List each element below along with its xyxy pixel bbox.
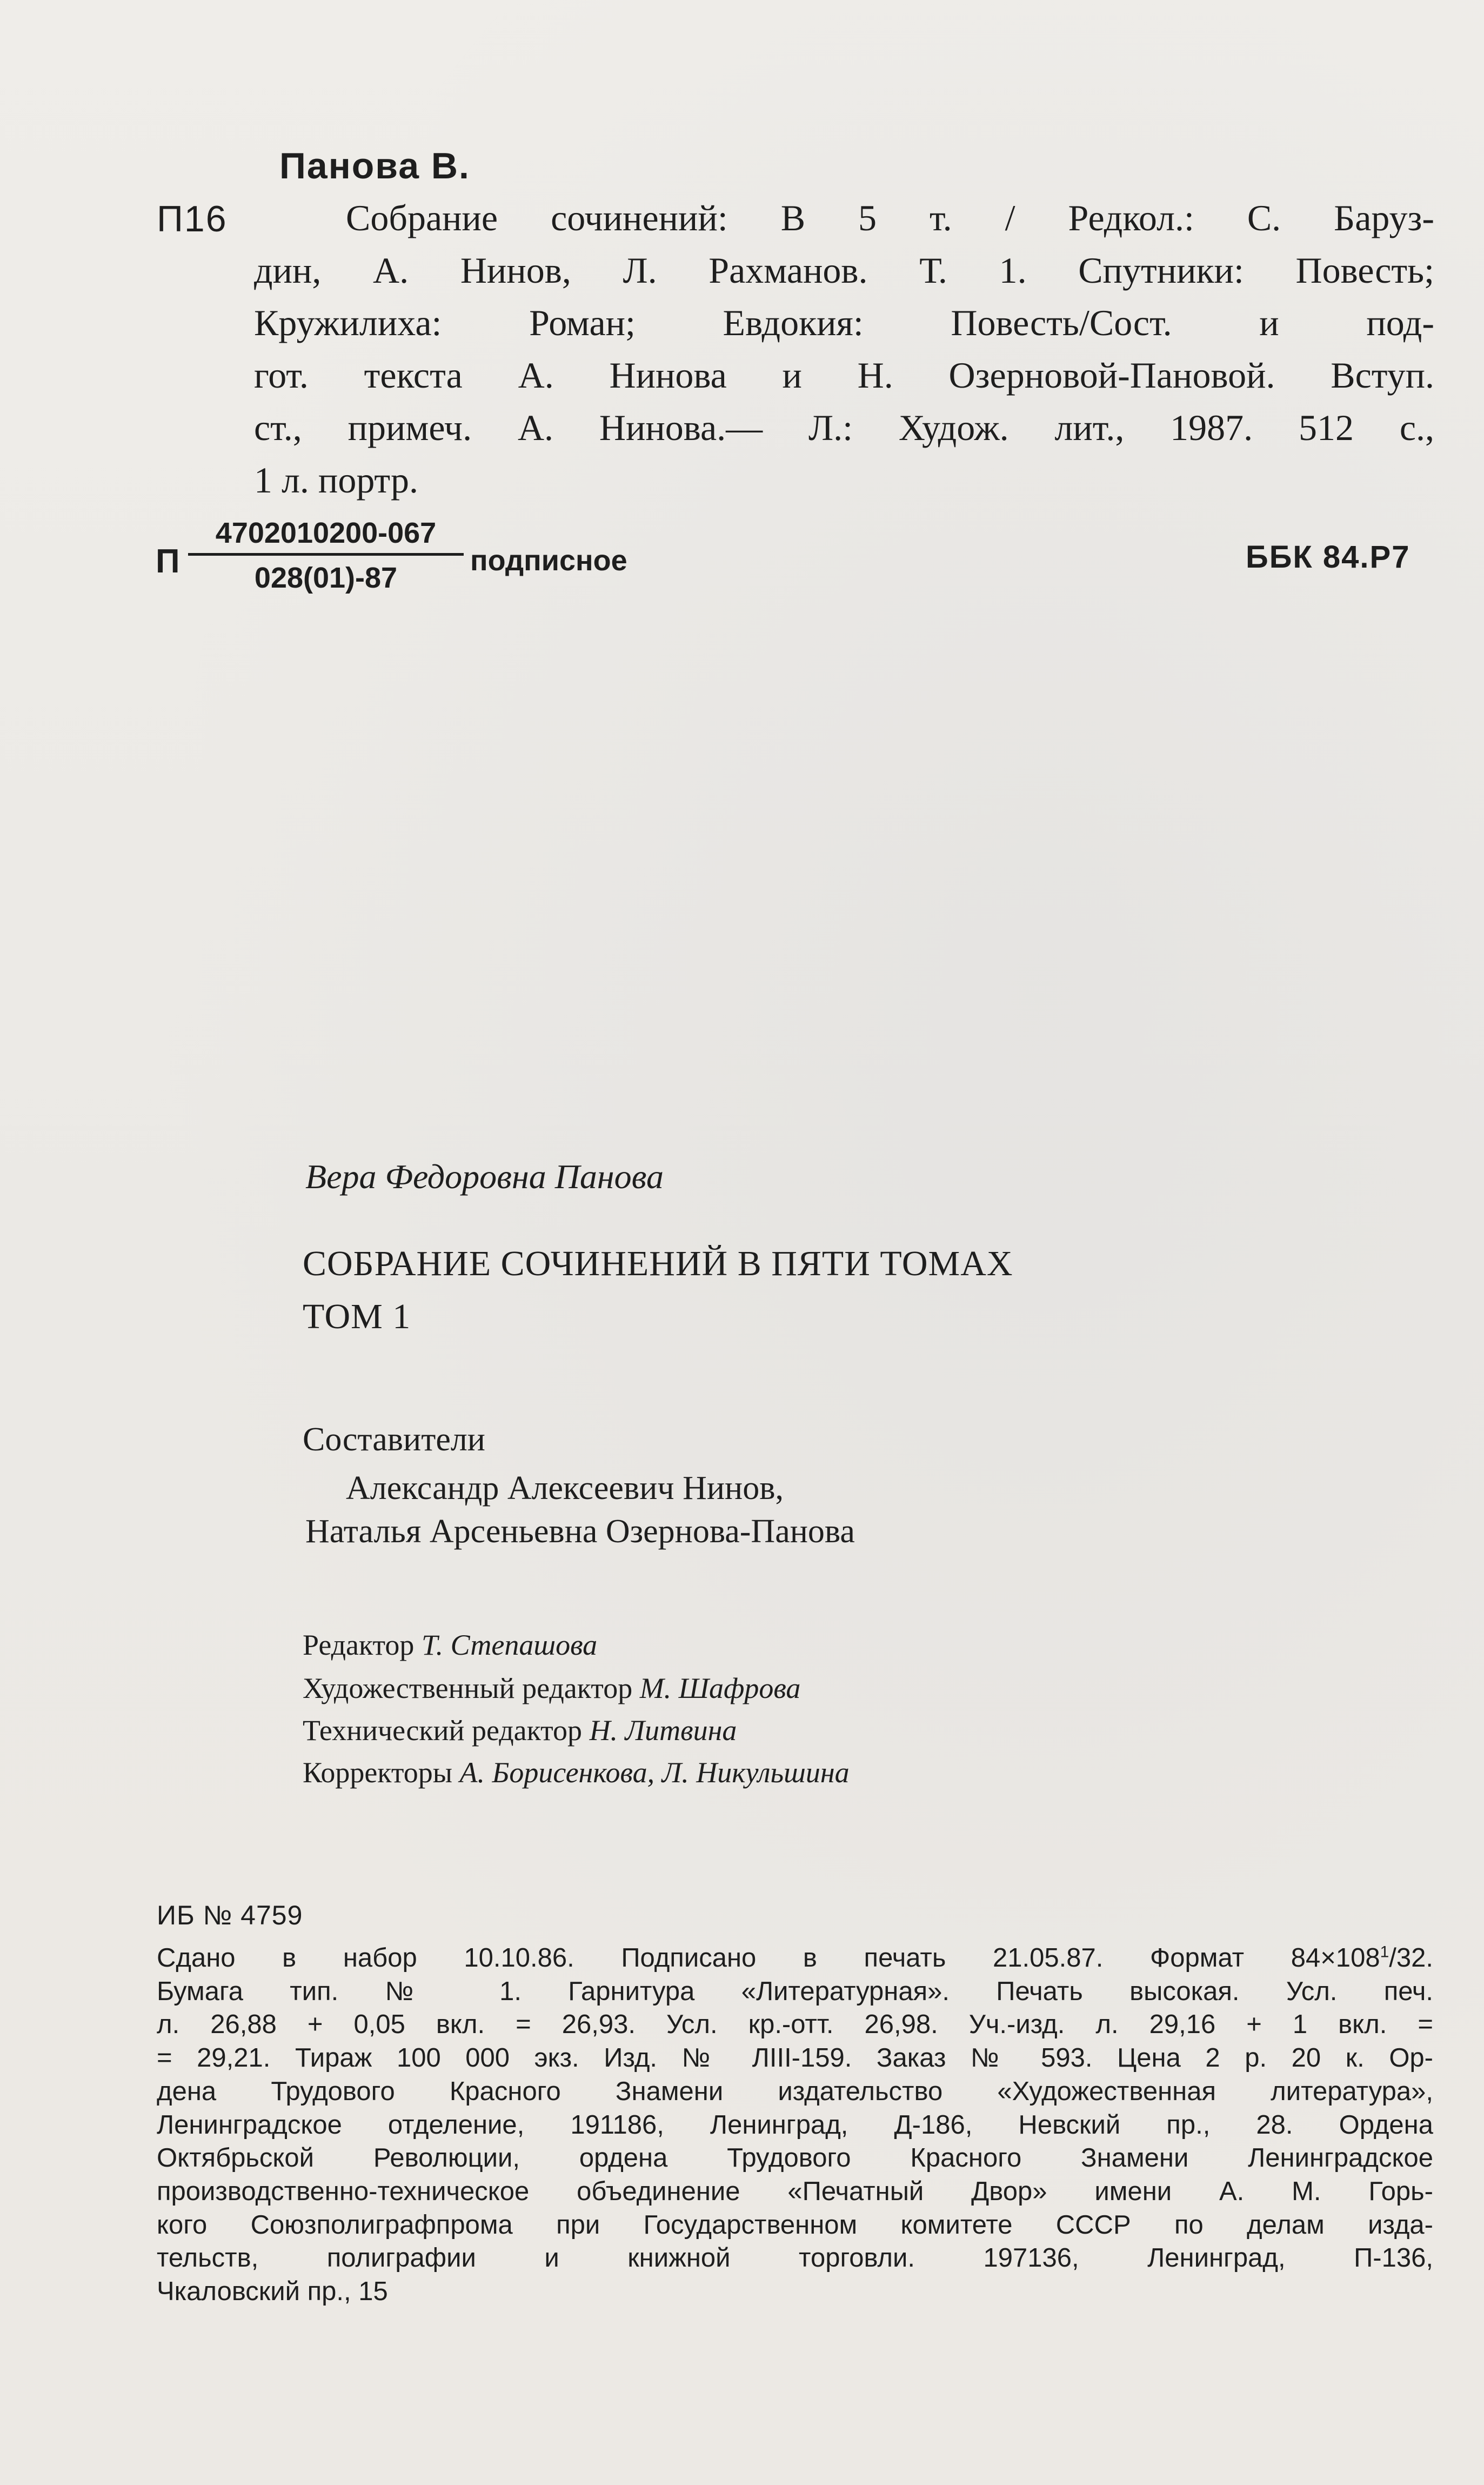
index-suffix: подписное xyxy=(470,544,627,577)
imprint-line-text: /32. xyxy=(1389,1943,1433,1973)
index-numerator: 4702010200-067 xyxy=(215,517,437,549)
catalog-author: Панова В. xyxy=(279,145,470,186)
bib-line: Собрание сочинений: В 5 т. / Редкол.: С. Баруз- xyxy=(346,197,1434,238)
bbk-code: ББК 84.Р7 xyxy=(1246,539,1411,575)
imprint-line: = 29,21. Тираж 100 000 экз. Изд. № ЛIII-159. Заказ № 593. Цена 2 р. 20 к. Ор- xyxy=(157,2043,1433,2073)
credit-role: Художественный редактор xyxy=(303,1672,633,1704)
credit-person: М. Шафрова xyxy=(639,1672,801,1704)
bib-line: гот. текста А. Нинова и Н. Озерновой-Пановой. Вступ. xyxy=(254,355,1434,396)
compiler-name: Александр Алексеевич Нинов, xyxy=(346,1470,784,1507)
volume-number: ТОМ 1 xyxy=(303,1297,411,1336)
credit-role: Редактор xyxy=(303,1629,415,1661)
bib-line: 1 л. портр. xyxy=(254,459,418,501)
imprint-line: производственно-техническое объединение «Печатный Двор» имени А. М. Горь- xyxy=(157,2176,1433,2206)
credit-person: Н. Литвина xyxy=(589,1714,737,1747)
imprint-line: кого Союзполиграфпрома при Государственном комитете СССР по делам изда- xyxy=(157,2210,1433,2240)
index-fraction xyxy=(188,516,464,595)
credit-role: Технический редактор xyxy=(303,1714,583,1747)
imprint-line: Чкаловский пр., 15 xyxy=(157,2277,388,2307)
imprint-line-text: Сдано в набор 10.10.86. Подписано в печать 21.05.87. Формат 84×108 xyxy=(157,1943,1380,1973)
bibliographic-description xyxy=(254,192,1434,507)
compilers-heading: Составители xyxy=(303,1421,485,1458)
credit-tech-editor xyxy=(303,1714,737,1747)
imprint-line: Ленинградское отделение, 191186, Ленинград, Д-186, Невский пр., 28. Ордена xyxy=(157,2110,1433,2140)
credit-person: А. Борисенкова, Л. Никульшина xyxy=(459,1756,850,1789)
imprint-line: дена Трудового Красного Знамени издательство «Художественная литература», xyxy=(157,2076,1433,2106)
credit-person: Т. Степашова xyxy=(421,1629,598,1661)
credit-editor xyxy=(303,1628,597,1662)
compiler-name: Наталья Арсеньевна Озернова-Панова xyxy=(305,1513,855,1550)
catalog-code: П16 xyxy=(157,198,228,239)
imprint-line: тельств, полиграфии и книжной торговли. 197136, Ленинград, П-136, xyxy=(157,2243,1433,2273)
credit-art-editor xyxy=(303,1671,800,1705)
superscript: 1 xyxy=(1380,1943,1389,1961)
bib-line: ст., примеч. А. Нинова.— Л.: Худож. лит., 1987. 512 с., xyxy=(254,407,1434,448)
collection-title: СОБРАНИЕ СОЧИНЕНИЙ В ПЯТИ ТОМАХ xyxy=(303,1244,1013,1283)
imprint-line: л. 26,88 + 0,05 вкл. = 26,93. Усл. кр.-отт. 26,98. Уч.-изд. л. 29,16 + 1 вкл. = xyxy=(157,2010,1433,2040)
imprint-text xyxy=(157,1942,1433,2309)
bib-line: Кружилиха: Роман; Евдокия: Повесть/Сост. и под- xyxy=(254,302,1434,343)
imprint-line: Октябрьской Революции, ордена Трудового Красного Знамени Ленинградское xyxy=(157,2143,1433,2173)
credit-role: Корректоры xyxy=(303,1756,452,1789)
index-prefix: П xyxy=(156,543,180,580)
ib-number: ИБ № 4759 xyxy=(157,1900,303,1930)
bib-line: дин, А. Нинов, Л. Рахманов. Т. 1. Спутники: Повесть; xyxy=(254,250,1434,291)
imprint-line xyxy=(157,1942,1433,1975)
credit-proofreaders xyxy=(303,1756,850,1789)
index-denominator: 028(01)-87 xyxy=(254,562,398,594)
imprint-line: Бумага тип. № 1. Гарнитура «Литературная». Печать высокая. Усл. печ. xyxy=(157,1976,1433,2006)
author-full-name: Вера Федоровна Панова xyxy=(305,1157,664,1196)
